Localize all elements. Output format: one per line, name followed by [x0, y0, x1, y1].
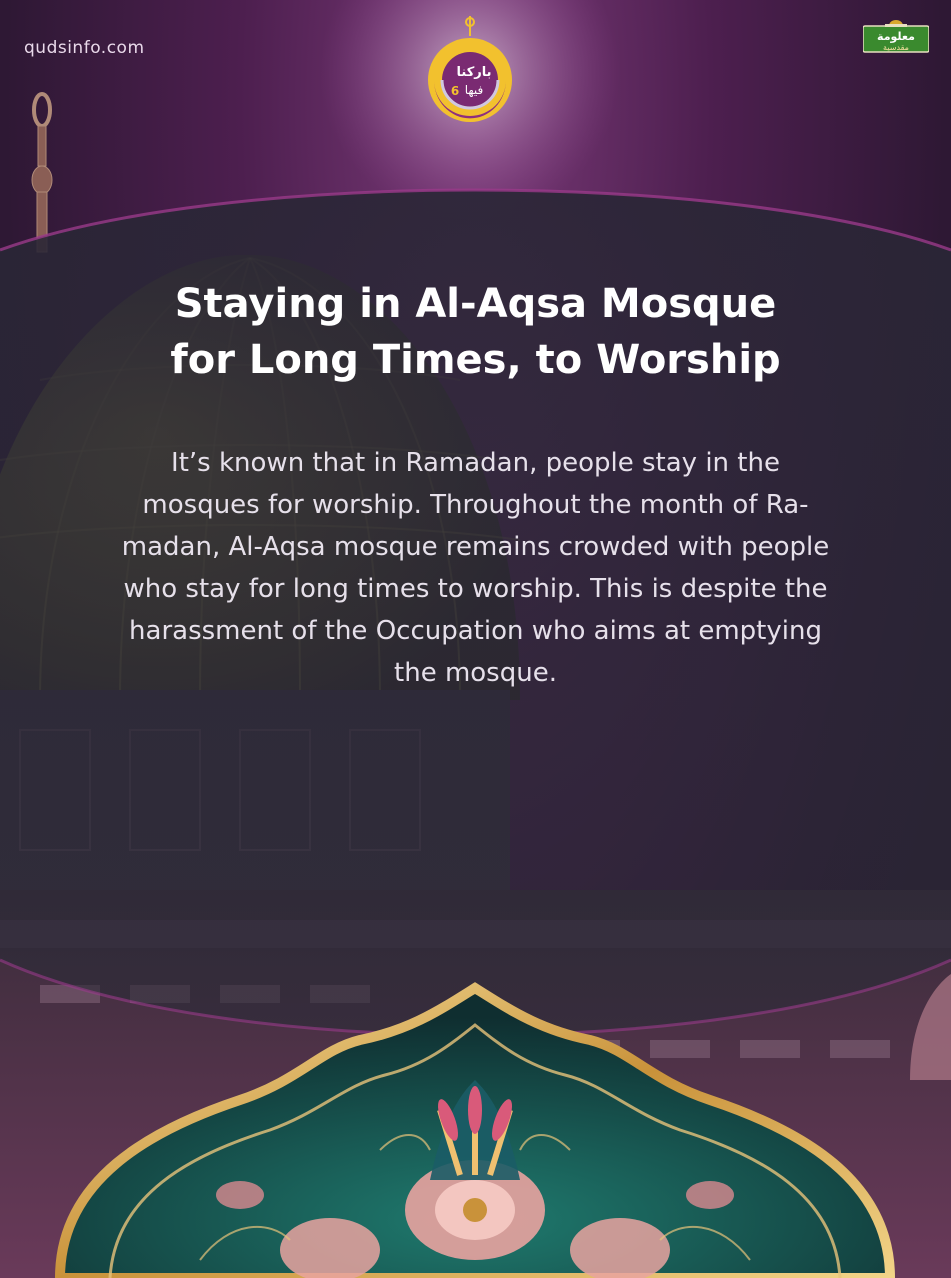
- body-line: madan, Al-Aqsa mosque remains crowded with people: [121, 532, 830, 562]
- body-line: harassment of the Occupation who aims at emptying: [129, 616, 822, 646]
- ramadan-emblem: [422, 16, 518, 124]
- article-title: [60, 276, 891, 388]
- body-line: who stay for long times to worship. This is despite the: [123, 574, 828, 604]
- body-line: the mosque.: [394, 658, 557, 688]
- title-line-2: for Long Times, to Worship: [170, 337, 781, 383]
- article-body: [70, 442, 881, 694]
- dome-spire: [32, 94, 52, 252]
- title-line-1: Staying in Al-Aqsa Mosque: [174, 281, 777, 327]
- emblem-line1: باركنا: [456, 65, 492, 80]
- body-line: mosques for worship. Throughout the month of Ra-: [142, 490, 809, 520]
- emblem-number: 6: [450, 84, 460, 98]
- corner-logo: [863, 16, 929, 54]
- ornamental-arch: [0, 980, 951, 1278]
- corner-logo-line2: مقدسية: [883, 43, 909, 52]
- corner-logo-line1: معلومة: [877, 30, 915, 43]
- emblem-line2: فيها: [464, 83, 484, 97]
- site-url: qudsinfo.com: [24, 38, 145, 58]
- body-line: It’s known that in Ramadan, people stay in the: [171, 448, 780, 478]
